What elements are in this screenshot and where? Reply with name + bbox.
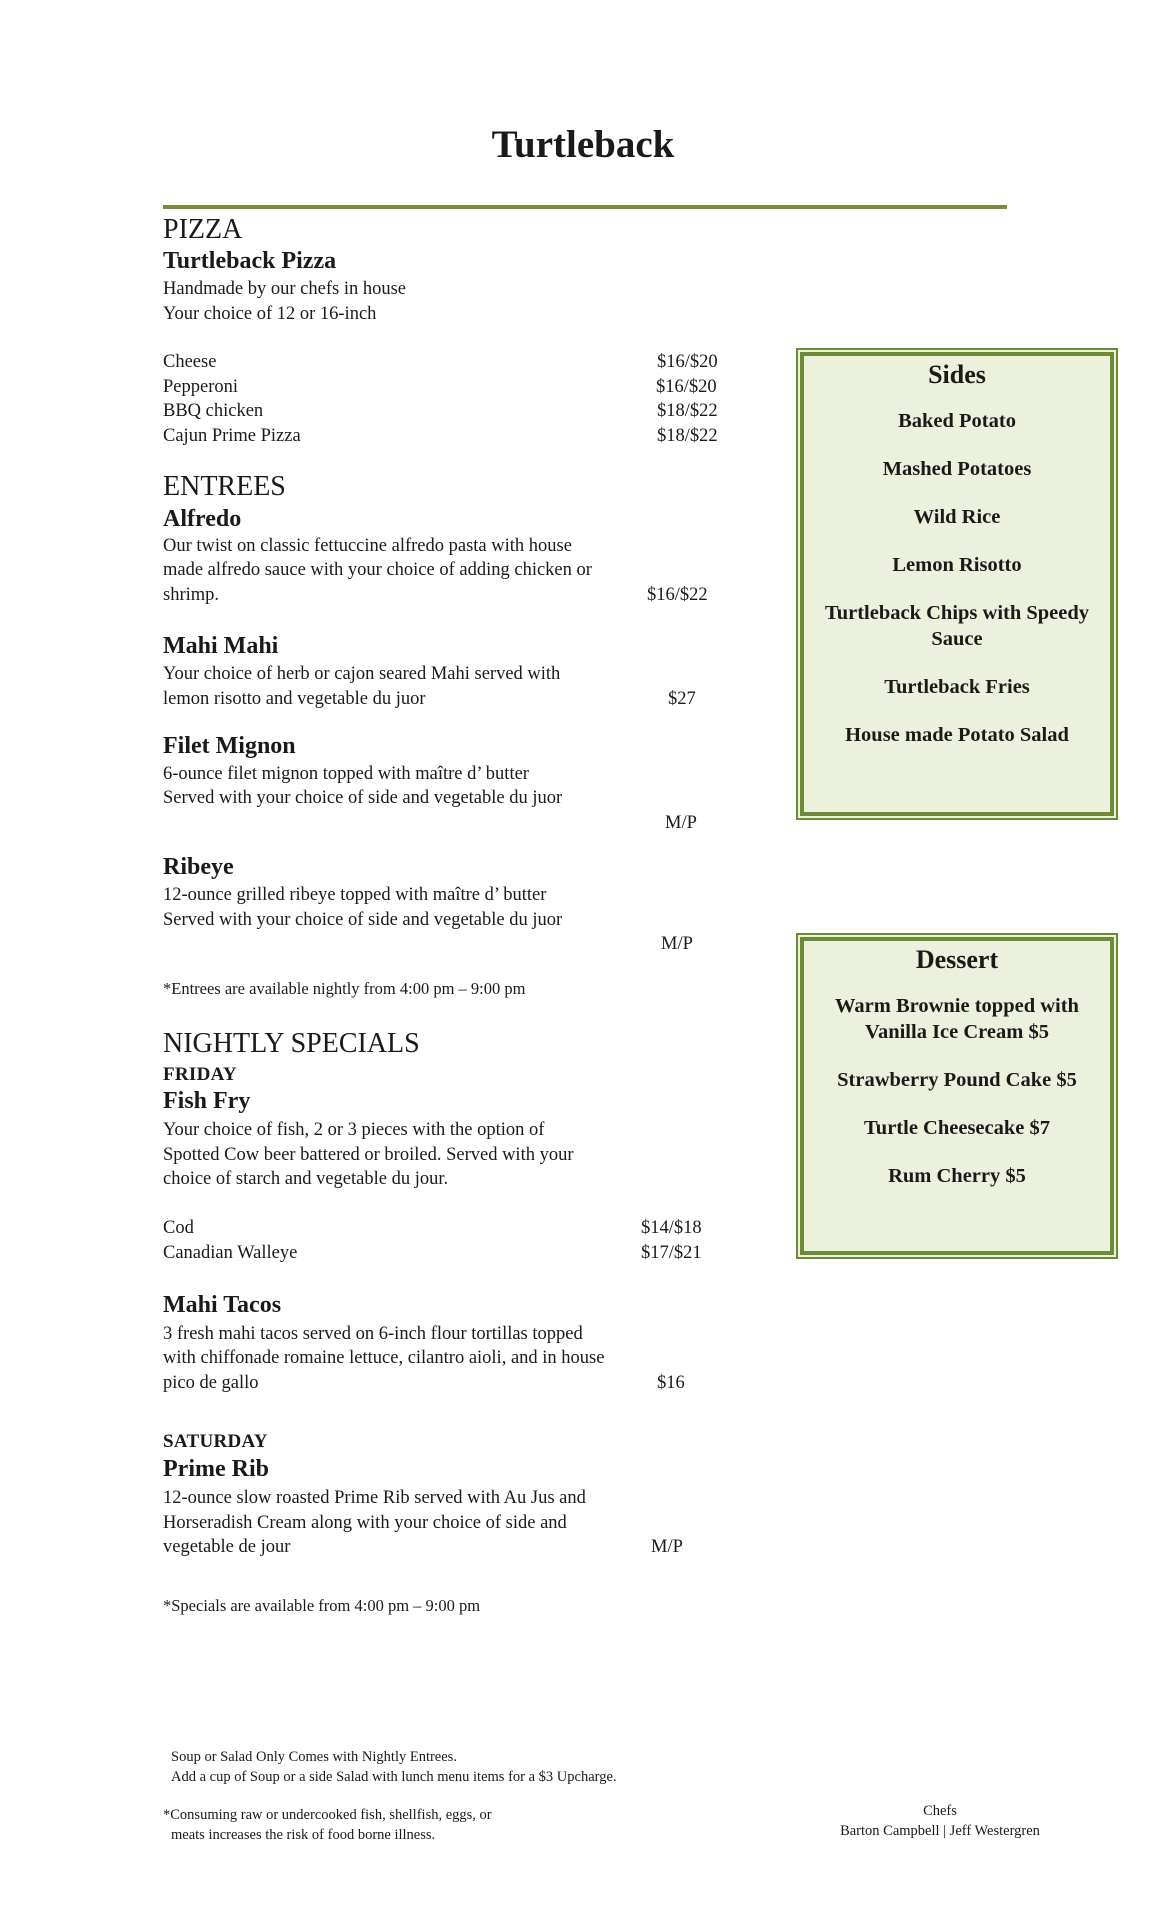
side-item: Turtleback Fries bbox=[884, 676, 1030, 698]
fishfry-desc: Spotted Cow beer battered or broiled. Served with your bbox=[163, 1145, 574, 1165]
mahi-desc: lemon risotto and vegetable du juor bbox=[163, 689, 426, 709]
fishfry-desc: choice of starch and vegetable du jour. bbox=[163, 1169, 449, 1189]
dessert-item: Rum Cherry $5 bbox=[888, 1165, 1026, 1187]
item-mahi-mahi: Mahi Mahi bbox=[163, 633, 279, 659]
entrees-availability-note: *Entrees are available nightly from 4:00 pm – 9:00 pm bbox=[163, 979, 526, 998]
fishfry-item-name: Canadian Walleye bbox=[163, 1243, 298, 1263]
pizza-item-name: Cajun Prime Pizza bbox=[163, 426, 301, 446]
pizza-item-price: $18/$22 bbox=[657, 426, 718, 446]
dessert-item: Warm Brownie topped with Vanilla Ice Cream $5 bbox=[835, 995, 1079, 1043]
menu-title: Turtleback bbox=[491, 123, 675, 166]
section-entrees: ENTREES bbox=[163, 471, 286, 502]
tacos-price: $16 bbox=[657, 1373, 685, 1393]
tacos-desc: with chiffonade romaine lettuce, cilantro aioli, and in house bbox=[163, 1348, 605, 1368]
pizza-desc-2: Your choice of 12 or 16-inch bbox=[163, 304, 377, 324]
ribeye-price: M/P bbox=[661, 934, 693, 954]
item-ribeye: Ribeye bbox=[163, 854, 234, 880]
chefs-names: Barton Campbell | Jeff Westergren bbox=[840, 1823, 1040, 1839]
pizza-item-price: $16/$20 bbox=[657, 352, 718, 372]
title-divider bbox=[163, 205, 1007, 209]
pizza-item-name: Pepperoni bbox=[163, 377, 239, 397]
section-nightly-specials: NIGHTLY SPECIALS bbox=[163, 1028, 420, 1059]
pizza-item-name: Cheese bbox=[163, 352, 217, 372]
soup-note-1: Soup or Salad Only Comes with Nightly Entrees. bbox=[171, 1749, 457, 1765]
item-mahi-tacos: Mahi Tacos bbox=[163, 1292, 282, 1318]
primerib-desc: vegetable de jour bbox=[163, 1537, 291, 1557]
specials-availability-note: *Specials are available from 4:00 pm – 9:00 pm bbox=[163, 1596, 481, 1615]
food-safety-warning-1: *Consuming raw or undercooked fish, shellfish, eggs, or bbox=[163, 1807, 492, 1823]
side-item: Wild Rice bbox=[913, 506, 1001, 528]
pizza-item-price: $16/$20 bbox=[656, 377, 717, 397]
side-item: House made Potato Salad bbox=[845, 724, 1069, 746]
tacos-desc: 3 fresh mahi tacos served on 6-inch flour tortillas topped bbox=[163, 1324, 583, 1344]
item-alfredo: Alfredo bbox=[163, 506, 242, 532]
item-prime-rib: Prime Rib bbox=[163, 1456, 269, 1482]
sides-title: Sides bbox=[928, 360, 986, 389]
fishfry-desc: Your choice of fish, 2 or 3 pieces with the option of bbox=[163, 1120, 545, 1140]
filet-price: M/P bbox=[665, 813, 697, 833]
dessert-title: Dessert bbox=[915, 945, 999, 974]
primerib-desc: Horseradish Cream along with your choice of side and bbox=[163, 1513, 567, 1533]
day-friday: FRIDAY bbox=[163, 1064, 237, 1085]
food-safety-warning-2: meats increases the risk of food borne illness. bbox=[171, 1827, 436, 1843]
chefs-label: Chefs bbox=[923, 1803, 957, 1819]
dessert-item: Turtle Cheesecake $7 bbox=[864, 1117, 1050, 1139]
sides-box bbox=[800, 352, 1114, 816]
fishfry-item-price: $17/$21 bbox=[641, 1243, 702, 1263]
item-filet-mignon: Filet Mignon bbox=[163, 733, 296, 759]
fishfry-item-price: $14/$18 bbox=[641, 1218, 702, 1238]
side-item: Turtleback Chips with Speedy Sauce bbox=[824, 602, 1090, 650]
alfredo-desc: made alfredo sauce with your choice of adding chicken or bbox=[163, 560, 592, 580]
fishfry-item-name: Cod bbox=[163, 1218, 194, 1238]
mahi-price: $27 bbox=[668, 689, 696, 709]
alfredo-price: $16/$22 bbox=[647, 585, 708, 605]
dessert-item: Strawberry Pound Cake $5 bbox=[837, 1069, 1077, 1091]
item-fish-fry: Fish Fry bbox=[163, 1088, 251, 1114]
side-item: Lemon Risotto bbox=[892, 554, 1022, 576]
tacos-desc: pico de gallo bbox=[163, 1373, 259, 1393]
section-pizza: PIZZA bbox=[163, 214, 243, 245]
item-turtleback-pizza: Turtleback Pizza bbox=[163, 248, 337, 274]
filet-desc: Served with your choice of side and vegetable du juor bbox=[163, 788, 563, 808]
alfredo-desc: shrimp. bbox=[163, 585, 220, 605]
day-saturday: SATURDAY bbox=[163, 1431, 268, 1452]
pizza-item-name: BBQ chicken bbox=[163, 401, 264, 421]
ribeye-desc: 12-ounce grilled ribeye topped with maître d’ butter bbox=[163, 885, 547, 905]
alfredo-desc: Our twist on classic fettuccine alfredo pasta with house bbox=[163, 536, 572, 556]
filet-desc: 6-ounce filet mignon topped with maître d’ butter bbox=[163, 764, 529, 784]
primerib-desc: 12-ounce slow roasted Prime Rib served with Au Jus and bbox=[163, 1488, 586, 1508]
side-item: Mashed Potatoes bbox=[882, 458, 1032, 480]
pizza-desc-1: Handmade by our chefs in house bbox=[163, 279, 407, 299]
soup-note-2: Add a cup of Soup or a side Salad with lunch menu items for a $3 Upcharge. bbox=[171, 1769, 617, 1785]
dessert-box bbox=[800, 937, 1114, 1255]
side-item: Baked Potato bbox=[898, 410, 1016, 432]
pizza-item-price: $18/$22 bbox=[657, 401, 718, 421]
primerib-price: M/P bbox=[651, 1537, 683, 1557]
mahi-desc: Your choice of herb or cajon seared Mahi served with bbox=[163, 664, 561, 684]
ribeye-desc: Served with your choice of side and vegetable du juor bbox=[163, 910, 563, 930]
